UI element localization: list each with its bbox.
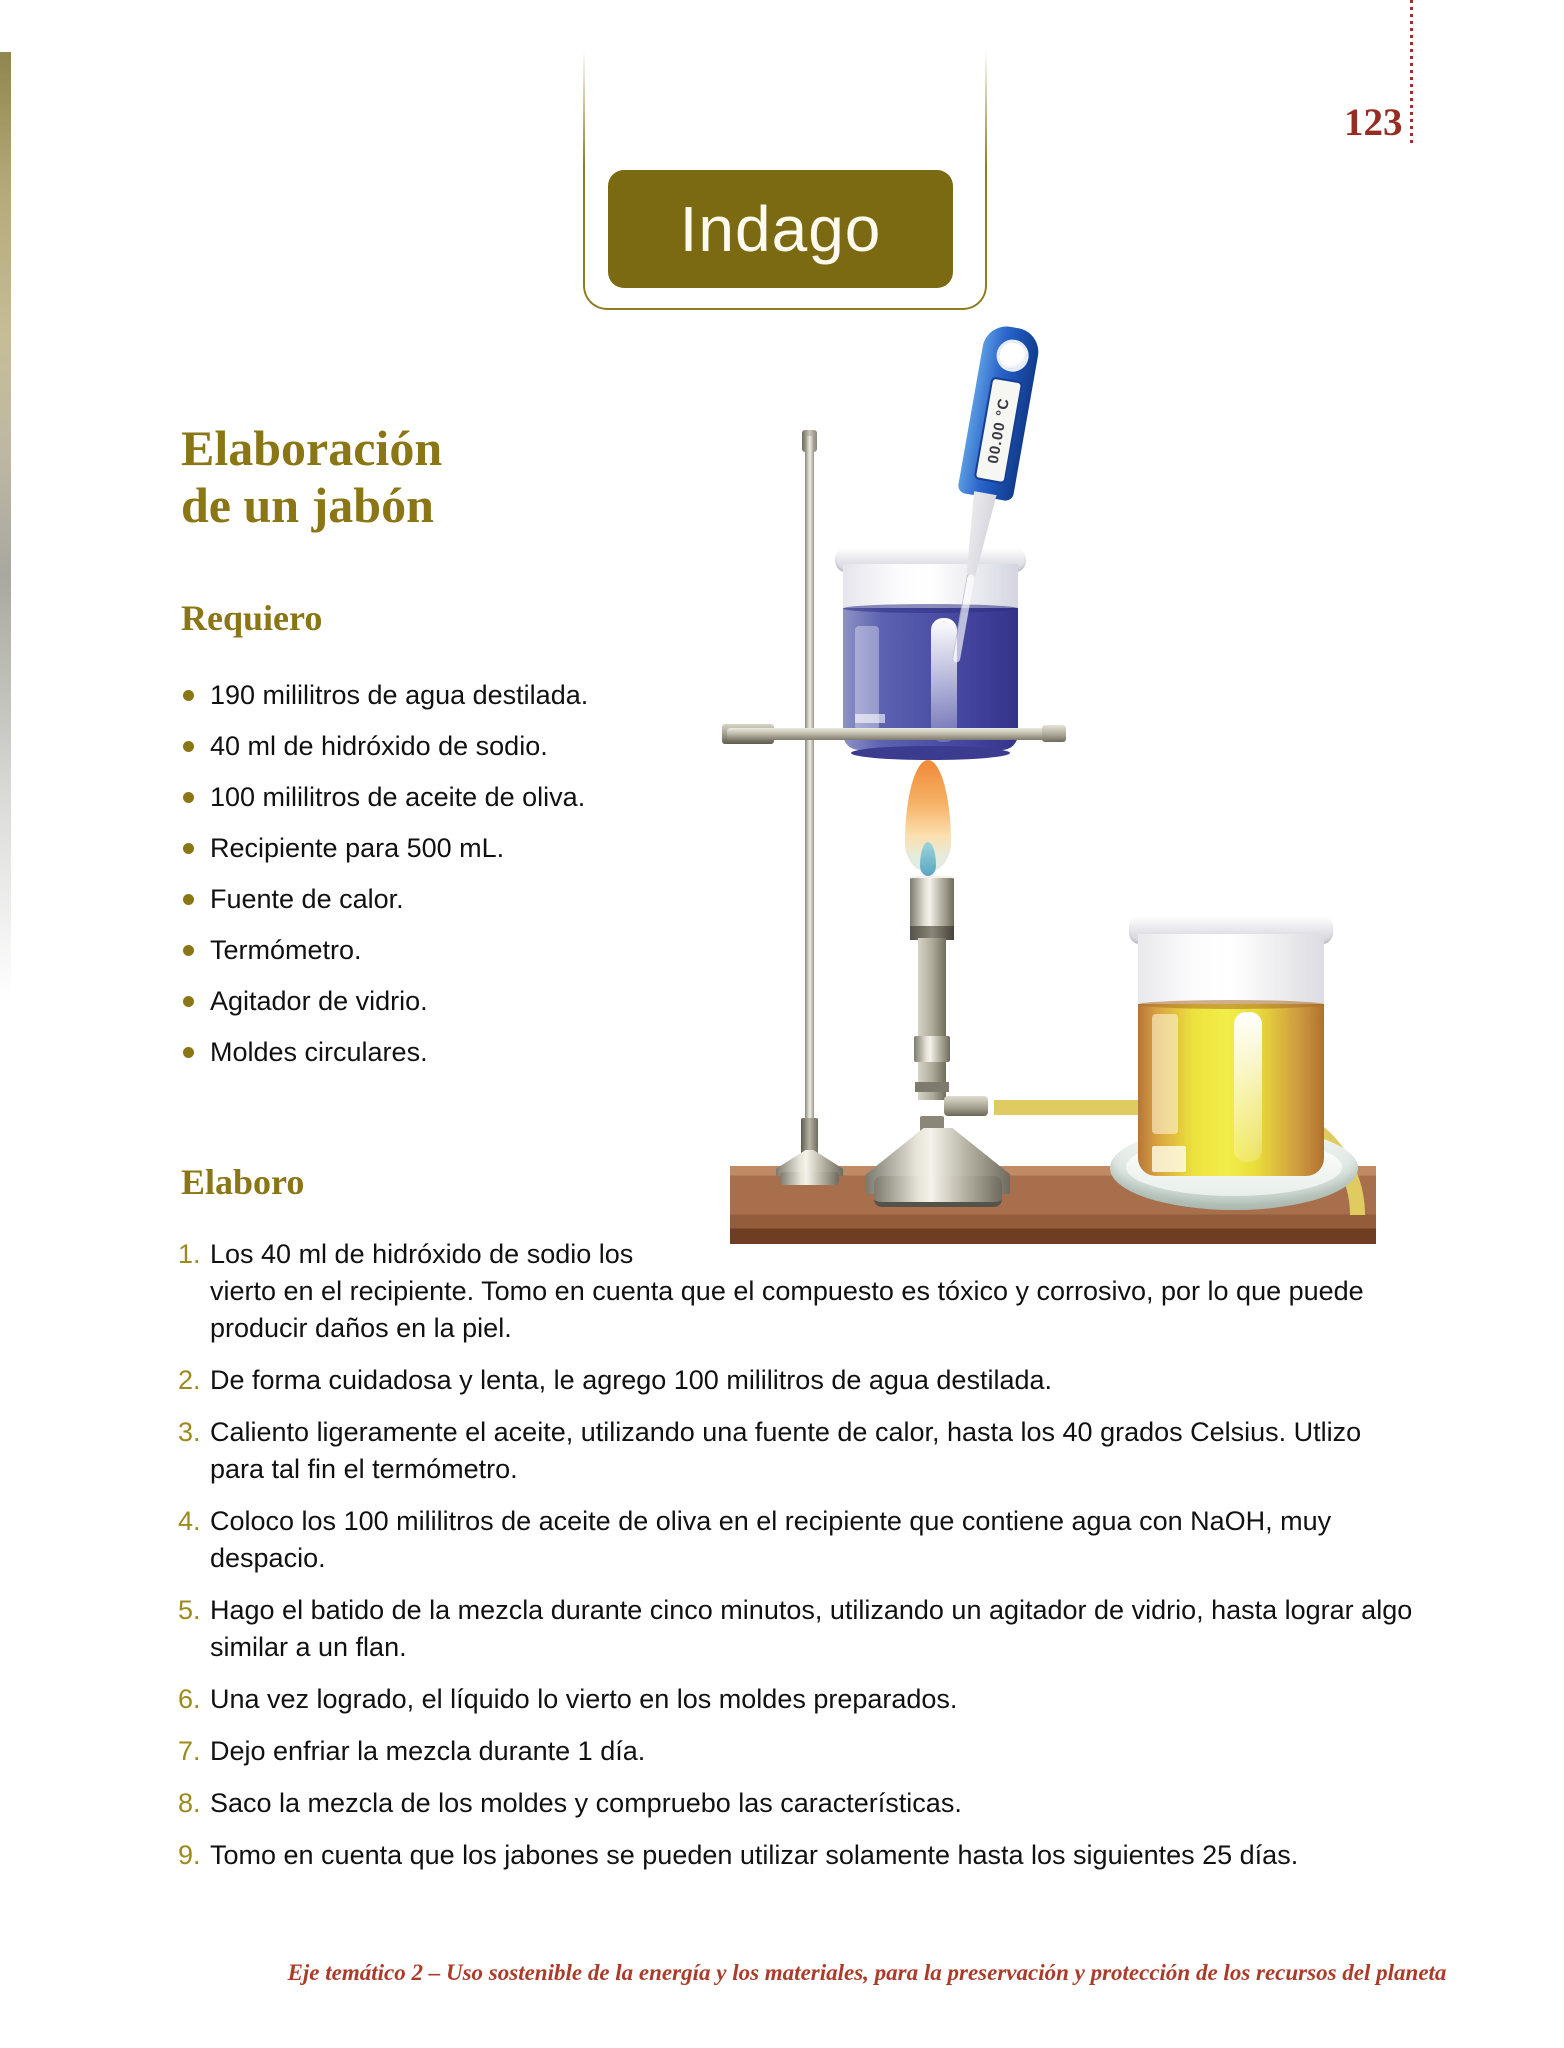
step-text: Los 40 ml de hidróxido de sodio los [210,1239,634,1269]
bullet-dot-icon [183,741,194,752]
thermometer-probe [945,489,1011,583]
requiero-heading: Requiero [181,598,323,638]
material-text: Termómetro. [210,935,362,965]
page-title-line1: Elaboración [181,420,443,476]
list-item [183,925,743,976]
beaker-yellow [1138,916,1324,1178]
step-item [178,1362,1418,1399]
list-item [183,823,743,874]
material-text: 40 ml de hidróxido de sodio. [210,731,548,761]
bullet-dot-icon [183,792,194,803]
step-item [178,1592,1418,1666]
step-item [178,1785,1418,1822]
step-number: 6. [178,1684,201,1714]
bullet-dot-icon [183,894,194,905]
bullet-dot-icon [183,843,194,854]
beaker-glass [1138,934,1324,1176]
step-item [178,1414,1418,1488]
beaker-shadow [851,746,1010,760]
list-item [183,721,743,772]
burner-ring [915,1082,949,1092]
burner-base-band [874,1176,1002,1207]
lab-stand-rod [805,436,814,1182]
step-item [178,1236,1418,1347]
material-text: 190 mililitros de agua destilada. [210,680,589,710]
material-text: 100 mililitros de aceite de oliva. [210,782,586,812]
steps-list [178,1236,1418,1889]
thermometer [926,322,1044,667]
glass-reflection-notch [1152,1146,1186,1172]
indago-badge [608,170,953,288]
step-number: 9. [178,1840,201,1870]
bullet-dot-icon [183,690,194,701]
list-item [183,670,743,721]
flame-icon [900,760,956,878]
page-number: 123 [1344,101,1403,144]
step-number: 7. [178,1736,201,1766]
step-text: Caliento ligeramente el aceite, utilizando una fuente de calor, hasta los 40 grados Celsius. Utlizo para tal fin el termómetro. [210,1417,1362,1484]
glass-reflection-notch [855,714,885,723]
glass-reflection [1152,1014,1178,1134]
step-item [178,1503,1418,1577]
page-edge-photo-strip [0,52,11,1002]
indago-badge-label: Indago [679,193,882,265]
list-item [183,1027,743,1078]
bullet-dot-icon [183,1047,194,1058]
page-title-line2: de un jabón [181,477,434,533]
step-text: Saco la mezcla de los moldes y compruebo las características. [210,1788,962,1818]
step-item [178,1837,1418,1874]
step-number: 3. [178,1417,201,1447]
step-text: Hago el batido de la mezcla durante cinco minutos, utilizando un agitador de vidrio, hasta lograr algo similar a un flan. [210,1595,1413,1662]
burner-collar [914,1036,950,1062]
stand-base-band [780,1172,839,1185]
thermometer-stem [952,573,976,663]
step-text: Tomo en cuenta que los jabones se pueden utilizar solamente hasta los siguientes 25 días. [210,1840,1299,1870]
footer-note: Eje temático 2 – Uso sostenible de la energía y los materiales, para la preservación y protección de los recursos del planeta [287,1960,1447,1985]
step-text: Dejo enfriar la mezcla durante 1 día. [210,1736,646,1766]
step-number: 8. [178,1788,201,1818]
step-number: 4. [178,1506,201,1536]
material-text: Fuente de calor. [210,884,404,914]
burner-barrel [910,876,954,940]
material-text: Moldes circulares. [210,1037,428,1067]
list-item [183,976,743,1027]
step-text: De forma cuidadosa y lenta, le agrego 100 mililitros de agua destilada. [210,1365,1052,1395]
burner-tube [918,938,946,1100]
step-text: Coloco los 100 mililitros de aceite de oliva en el recipiente que contiene agua con NaOH, muy despacio. [210,1506,1332,1573]
step-number: 2. [178,1365,201,1395]
stand-crossbar [727,728,1065,740]
step-number: 1. [178,1239,201,1269]
material-text: Agitador de vidrio. [210,986,428,1016]
bullet-dot-icon [183,996,194,1007]
step-text: vierto en el recipiente. Tomo en cuenta que el compuesto es tóxico y corrosivo, por lo que puede producir daños en la piel. [210,1276,1364,1343]
elaboro-heading: Elaboro [181,1162,305,1202]
step-item [178,1733,1418,1770]
glass-highlight [1234,1012,1262,1162]
thermometer-reading: 00.00 °C [984,396,1013,465]
list-item [183,874,743,925]
bullet-dot-icon [183,945,194,956]
step-text: Una vez logrado, el líquido lo vierto en los moldes preparados. [210,1684,958,1714]
materials-list [183,670,743,1078]
list-item [183,772,743,823]
step-number: 5. [178,1595,201,1625]
page-title [181,420,442,534]
step-item [178,1681,1418,1718]
burner-gas-valve [944,1096,988,1116]
crossbar-knob [1042,725,1066,742]
material-text: Recipiente para 500 mL. [210,833,505,863]
